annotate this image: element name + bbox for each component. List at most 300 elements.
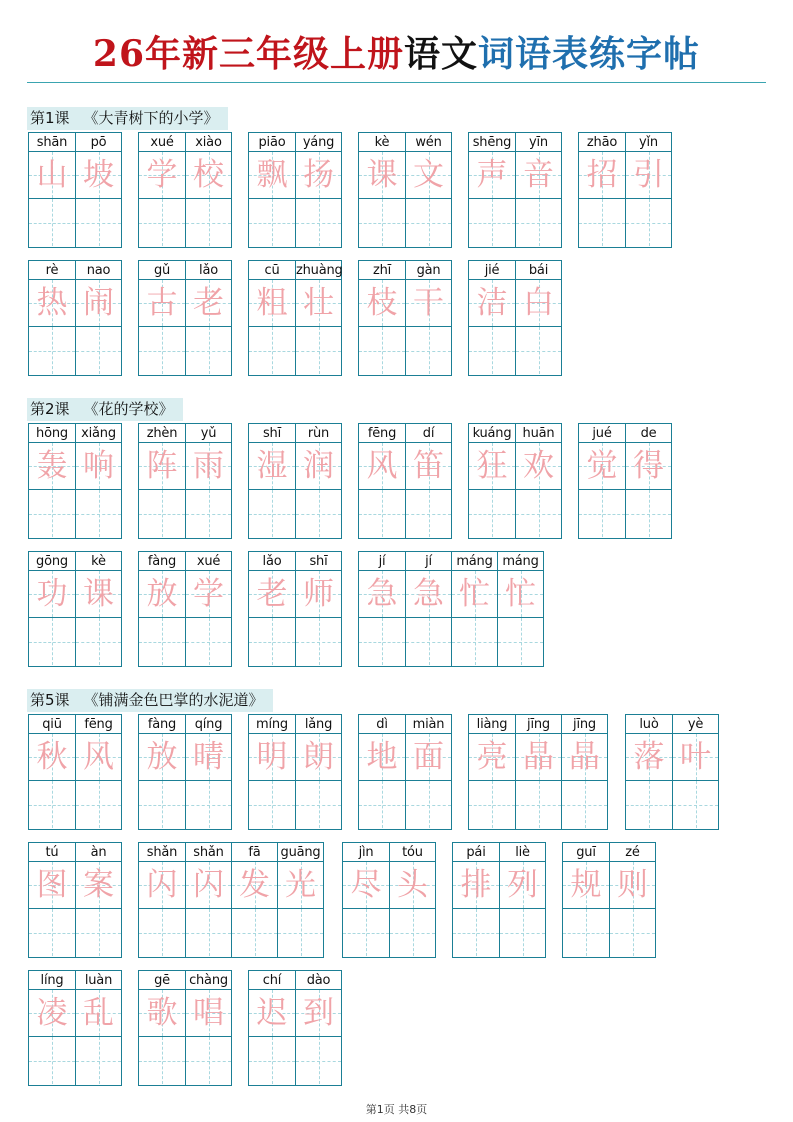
pinyin: gàn xyxy=(406,261,451,280)
trace-character: 急 xyxy=(413,576,444,612)
word-block xyxy=(28,260,122,376)
writing-box[interactable] xyxy=(359,781,405,828)
pinyin: huān xyxy=(516,424,561,443)
title-divider xyxy=(27,82,766,83)
tracing-box xyxy=(626,443,671,490)
writing-box[interactable] xyxy=(232,909,277,956)
writing-box[interactable] xyxy=(186,199,231,246)
trace-character: 雨 xyxy=(193,448,224,484)
title-kind: 词语表练字帖 xyxy=(478,33,701,75)
char-cell xyxy=(515,715,561,829)
trace-character: 发 xyxy=(239,867,270,903)
writing-box[interactable] xyxy=(469,199,515,246)
writing-box[interactable] xyxy=(469,490,515,537)
char-cell xyxy=(75,424,121,538)
writing-box[interactable] xyxy=(359,327,405,374)
tracing-box xyxy=(186,862,231,909)
tracing-box xyxy=(186,280,231,327)
pinyin: fàng xyxy=(139,715,185,734)
pinyin: yè xyxy=(673,715,718,734)
writing-box[interactable] xyxy=(249,327,295,374)
tracing-box xyxy=(673,734,718,781)
char-cell xyxy=(469,424,515,538)
trace-character: 招 xyxy=(586,157,618,193)
writing-box[interactable] xyxy=(76,490,121,537)
pinyin: liè xyxy=(500,843,545,862)
char-cell xyxy=(295,424,341,538)
pinyin: kè xyxy=(359,133,405,152)
trace-character: 引 xyxy=(633,157,664,193)
word-block xyxy=(358,132,452,248)
writing-box[interactable] xyxy=(500,909,545,956)
char-cell xyxy=(75,133,121,247)
writing-box[interactable] xyxy=(452,618,497,665)
trace-character: 闹 xyxy=(83,285,114,321)
writing-box[interactable] xyxy=(29,490,75,537)
pinyin: jié xyxy=(469,261,515,280)
lesson-heading xyxy=(27,398,183,421)
writing-box[interactable] xyxy=(29,909,75,956)
writing-box[interactable] xyxy=(249,1037,295,1084)
char-cell xyxy=(249,133,295,247)
char-cell xyxy=(405,261,451,375)
tracing-box xyxy=(29,280,75,327)
pinyin: shī xyxy=(249,424,295,443)
pinyin: xiào xyxy=(186,133,231,152)
writing-box[interactable] xyxy=(278,909,323,956)
tracing-box xyxy=(249,734,295,781)
char-cell xyxy=(405,424,451,538)
tracing-box xyxy=(139,734,185,781)
trace-character: 晴 xyxy=(193,739,224,775)
writing-box[interactable] xyxy=(296,490,341,537)
char-cell xyxy=(185,715,231,829)
trace-character: 闪 xyxy=(193,867,224,903)
char-cell xyxy=(405,552,451,666)
writing-box[interactable] xyxy=(139,909,185,956)
word-block xyxy=(28,423,122,539)
pinyin: zhāo xyxy=(579,133,625,152)
pinyin: luàn xyxy=(76,971,121,990)
trace-character: 头 xyxy=(397,867,428,903)
tracing-box xyxy=(139,280,185,327)
tracing-box xyxy=(359,152,405,199)
trace-character: 列 xyxy=(507,867,538,903)
char-cell xyxy=(295,552,341,666)
writing-box[interactable] xyxy=(29,618,75,665)
writing-box[interactable] xyxy=(579,199,625,246)
word-block xyxy=(578,132,672,248)
pinyin: tóu xyxy=(390,843,435,862)
pinyin: miàn xyxy=(406,715,451,734)
word-block xyxy=(562,842,656,958)
char-cell xyxy=(295,971,341,1085)
word-block xyxy=(28,714,122,830)
trace-character: 坡 xyxy=(83,157,114,193)
char-cell xyxy=(295,715,341,829)
writing-box[interactable] xyxy=(249,781,295,828)
trace-character: 湿 xyxy=(256,448,288,484)
char-cell xyxy=(625,424,671,538)
pinyin: fēng xyxy=(359,424,405,443)
pinyin: pō xyxy=(76,133,121,152)
writing-box[interactable] xyxy=(249,618,295,665)
tracing-box xyxy=(469,152,515,199)
word-block xyxy=(138,551,232,667)
writing-box[interactable] xyxy=(406,781,451,828)
tracing-box xyxy=(29,862,75,909)
writing-box[interactable] xyxy=(76,909,121,956)
writing-box[interactable] xyxy=(296,781,341,828)
char-cell xyxy=(185,424,231,538)
writing-box[interactable] xyxy=(626,781,672,828)
writing-box[interactable] xyxy=(76,199,121,246)
word-block xyxy=(358,551,544,667)
pinyin: guāng xyxy=(278,843,323,862)
tracing-box xyxy=(359,443,405,490)
pinyin: jué xyxy=(579,424,625,443)
tracing-box xyxy=(498,571,543,618)
pinyin: jīng xyxy=(562,715,607,734)
word-block xyxy=(452,842,546,958)
trace-character: 干 xyxy=(413,285,444,321)
trace-character: 响 xyxy=(83,448,114,484)
pinyin: lǎo xyxy=(186,261,231,280)
char-cell xyxy=(185,552,231,666)
tracing-box xyxy=(469,443,515,490)
word-block xyxy=(28,551,122,667)
tracing-box xyxy=(186,571,231,618)
lesson-title: 《花的学校》 xyxy=(83,400,174,418)
tracing-box xyxy=(296,571,341,618)
writing-box[interactable] xyxy=(29,1037,75,1084)
writing-box[interactable] xyxy=(626,199,671,246)
char-cell xyxy=(359,552,405,666)
trace-character: 阵 xyxy=(146,448,178,484)
writing-box[interactable] xyxy=(186,1037,231,1084)
pinyin: xué xyxy=(139,133,185,152)
tracing-box xyxy=(186,734,231,781)
char-cell xyxy=(389,843,435,957)
trace-character: 课 xyxy=(83,576,114,612)
writing-box[interactable] xyxy=(516,199,561,246)
lesson-number: 第1课 xyxy=(30,109,70,127)
tracing-box xyxy=(249,152,295,199)
pinyin: míng xyxy=(249,715,295,734)
trace-character: 飘 xyxy=(256,157,288,193)
word-block xyxy=(342,842,436,958)
word-block xyxy=(468,260,562,376)
tracing-box xyxy=(139,862,185,909)
trace-character: 风 xyxy=(366,448,398,484)
lesson-title: 《大青树下的小学》 xyxy=(83,109,219,127)
char-cell xyxy=(29,261,75,375)
writing-box[interactable] xyxy=(139,1037,185,1084)
writing-box[interactable] xyxy=(139,199,185,246)
char-cell xyxy=(185,971,231,1085)
trace-character: 声 xyxy=(476,157,508,193)
char-cell xyxy=(75,552,121,666)
pinyin: lǎo xyxy=(249,552,295,571)
writing-box[interactable] xyxy=(516,327,561,374)
pinyin: dào xyxy=(296,971,341,990)
trace-character: 得 xyxy=(633,448,664,484)
writing-box[interactable] xyxy=(296,618,341,665)
tracing-box xyxy=(29,571,75,618)
pinyin: xiǎng xyxy=(76,424,121,443)
writing-box[interactable] xyxy=(498,618,543,665)
pinyin: luò xyxy=(626,715,672,734)
trace-character: 到 xyxy=(303,995,334,1031)
tracing-box xyxy=(579,152,625,199)
writing-box[interactable] xyxy=(139,490,185,537)
trace-character: 润 xyxy=(303,448,334,484)
writing-box[interactable] xyxy=(29,781,75,828)
pinyin: gē xyxy=(139,971,185,990)
tracing-box xyxy=(76,443,121,490)
char-cell xyxy=(249,552,295,666)
tracing-box xyxy=(359,280,405,327)
pinyin: rè xyxy=(29,261,75,280)
writing-box[interactable] xyxy=(406,327,451,374)
writing-box[interactable] xyxy=(563,909,609,956)
pinyin: cū xyxy=(249,261,295,280)
trace-character: 山 xyxy=(36,157,68,193)
char-cell xyxy=(249,424,295,538)
char-cell xyxy=(359,133,405,247)
trace-character: 歌 xyxy=(146,995,178,1031)
tracing-box xyxy=(296,443,341,490)
word-block xyxy=(138,714,232,830)
writing-box[interactable] xyxy=(76,618,121,665)
writing-box[interactable] xyxy=(359,199,405,246)
trace-character: 晶 xyxy=(569,739,600,775)
trace-character: 笛 xyxy=(413,448,444,484)
tracing-box xyxy=(406,443,451,490)
pinyin: hōng xyxy=(29,424,75,443)
writing-box[interactable] xyxy=(186,490,231,537)
tracing-box xyxy=(406,571,451,618)
tracing-box xyxy=(29,990,75,1037)
trace-character: 规 xyxy=(570,867,602,903)
title-subject: 语文 xyxy=(404,33,479,75)
char-cell xyxy=(75,843,121,957)
char-cell xyxy=(343,843,389,957)
writing-box[interactable] xyxy=(610,909,655,956)
trace-character: 落 xyxy=(633,739,665,775)
tracing-box xyxy=(232,862,277,909)
pinyin: yǔ xyxy=(186,424,231,443)
pinyin: xué xyxy=(186,552,231,571)
tracing-box xyxy=(76,280,121,327)
word-block xyxy=(248,551,342,667)
writing-box[interactable] xyxy=(406,199,451,246)
trace-character: 明 xyxy=(256,739,288,775)
char-cell xyxy=(405,133,451,247)
char-cell xyxy=(139,552,185,666)
trace-character: 师 xyxy=(303,576,334,612)
trace-character: 老 xyxy=(256,576,288,612)
word-block xyxy=(138,132,232,248)
tracing-box xyxy=(29,152,75,199)
char-cell xyxy=(672,715,718,829)
tracing-box xyxy=(516,152,561,199)
tracing-box xyxy=(249,443,295,490)
word-block xyxy=(468,714,608,830)
char-cell xyxy=(29,133,75,247)
char-cell xyxy=(139,133,185,247)
writing-box[interactable] xyxy=(343,909,389,956)
tracing-box xyxy=(76,571,121,618)
pinyin: wén xyxy=(406,133,451,152)
writing-box[interactable] xyxy=(469,327,515,374)
tracing-box xyxy=(76,990,121,1037)
tracing-box xyxy=(610,862,655,909)
trace-character: 粗 xyxy=(256,285,288,321)
writing-box[interactable] xyxy=(296,327,341,374)
trace-character: 朗 xyxy=(303,739,334,775)
char-cell xyxy=(249,261,295,375)
pinyin: shān xyxy=(29,133,75,152)
tracing-box xyxy=(406,280,451,327)
pinyin: kuáng xyxy=(469,424,515,443)
page-title xyxy=(0,30,793,78)
tracing-box xyxy=(500,862,545,909)
writing-box[interactable] xyxy=(359,618,405,665)
pinyin: fàng xyxy=(139,552,185,571)
writing-box[interactable] xyxy=(249,490,295,537)
writing-box[interactable] xyxy=(516,490,561,537)
trace-character: 放 xyxy=(146,576,178,612)
lesson-heading xyxy=(27,107,228,130)
trace-character: 壮 xyxy=(303,285,334,321)
pinyin: qíng xyxy=(186,715,231,734)
char-cell xyxy=(249,715,295,829)
writing-box[interactable] xyxy=(296,199,341,246)
trace-character: 亮 xyxy=(476,739,508,775)
pinyin: zhuàng xyxy=(296,263,343,278)
word-block xyxy=(248,132,342,248)
writing-box[interactable] xyxy=(579,490,625,537)
writing-box[interactable] xyxy=(453,909,499,956)
tracing-box xyxy=(278,862,323,909)
writing-box[interactable] xyxy=(186,618,231,665)
word-block xyxy=(248,423,342,539)
writing-box[interactable] xyxy=(562,781,607,828)
trace-character: 风 xyxy=(83,739,114,775)
writing-box[interactable] xyxy=(249,199,295,246)
pinyin: chí xyxy=(249,971,295,990)
word-block xyxy=(358,423,452,539)
tracing-box xyxy=(563,862,609,909)
lesson-number: 第5课 xyxy=(30,691,70,709)
writing-box[interactable] xyxy=(139,781,185,828)
writing-box[interactable] xyxy=(139,327,185,374)
tracing-box xyxy=(76,862,121,909)
char-cell xyxy=(515,424,561,538)
pinyin: fēng xyxy=(76,715,121,734)
pinyin: liàng xyxy=(469,715,515,734)
writing-box[interactable] xyxy=(29,327,75,374)
tracing-box xyxy=(516,734,561,781)
pinyin: de xyxy=(626,424,671,443)
trace-character: 放 xyxy=(146,739,178,775)
writing-box[interactable] xyxy=(390,909,435,956)
trace-character: 觉 xyxy=(586,448,618,484)
trace-character: 校 xyxy=(193,157,224,193)
writing-box[interactable] xyxy=(296,1037,341,1084)
char-cell xyxy=(579,133,625,247)
writing-box[interactable] xyxy=(626,490,671,537)
char-cell xyxy=(139,715,185,829)
writing-box[interactable] xyxy=(29,199,75,246)
writing-box[interactable] xyxy=(139,618,185,665)
pinyin: jīng xyxy=(516,715,561,734)
title-grade: 26年新三年级上册 xyxy=(92,33,405,75)
char-cell xyxy=(75,715,121,829)
pinyin: yáng xyxy=(296,133,341,152)
char-cell xyxy=(75,261,121,375)
trace-character: 音 xyxy=(523,157,554,193)
word-block xyxy=(468,132,562,248)
writing-box[interactable] xyxy=(186,327,231,374)
tracing-box xyxy=(626,152,671,199)
char-cell xyxy=(499,843,545,957)
char-cell xyxy=(139,424,185,538)
char-cell xyxy=(469,133,515,247)
tracing-box xyxy=(562,734,607,781)
word-block xyxy=(358,714,452,830)
writing-box[interactable] xyxy=(469,781,515,828)
pinyin: bái xyxy=(516,261,561,280)
writing-box[interactable] xyxy=(406,618,451,665)
tracing-box xyxy=(296,280,341,327)
char-cell xyxy=(295,261,341,375)
trace-character: 功 xyxy=(36,576,68,612)
writing-box[interactable] xyxy=(76,781,121,828)
trace-character: 白 xyxy=(523,285,554,321)
word-block xyxy=(138,842,324,958)
pinyin: qiū xyxy=(29,715,75,734)
tracing-box xyxy=(453,862,499,909)
trace-character: 排 xyxy=(460,867,492,903)
writing-box[interactable] xyxy=(359,490,405,537)
char-cell xyxy=(29,424,75,538)
writing-box[interactable] xyxy=(516,781,561,828)
trace-character: 学 xyxy=(146,157,178,193)
word-block xyxy=(138,970,232,1086)
writing-box[interactable] xyxy=(406,490,451,537)
writing-box[interactable] xyxy=(186,781,231,828)
writing-box[interactable] xyxy=(673,781,718,828)
word-block xyxy=(28,842,122,958)
trace-character: 案 xyxy=(83,867,114,903)
writing-box[interactable] xyxy=(76,327,121,374)
trace-character: 扬 xyxy=(303,157,334,193)
trace-character: 晶 xyxy=(523,739,554,775)
writing-box[interactable] xyxy=(186,909,231,956)
char-cell xyxy=(185,133,231,247)
char-cell xyxy=(139,261,185,375)
tracing-box xyxy=(516,443,561,490)
pinyin: guī xyxy=(563,843,609,862)
word-block xyxy=(138,423,232,539)
pinyin: líng xyxy=(29,971,75,990)
tracing-box xyxy=(359,571,405,618)
writing-box[interactable] xyxy=(76,1037,121,1084)
trace-character: 光 xyxy=(285,867,316,903)
tracing-box xyxy=(249,990,295,1037)
